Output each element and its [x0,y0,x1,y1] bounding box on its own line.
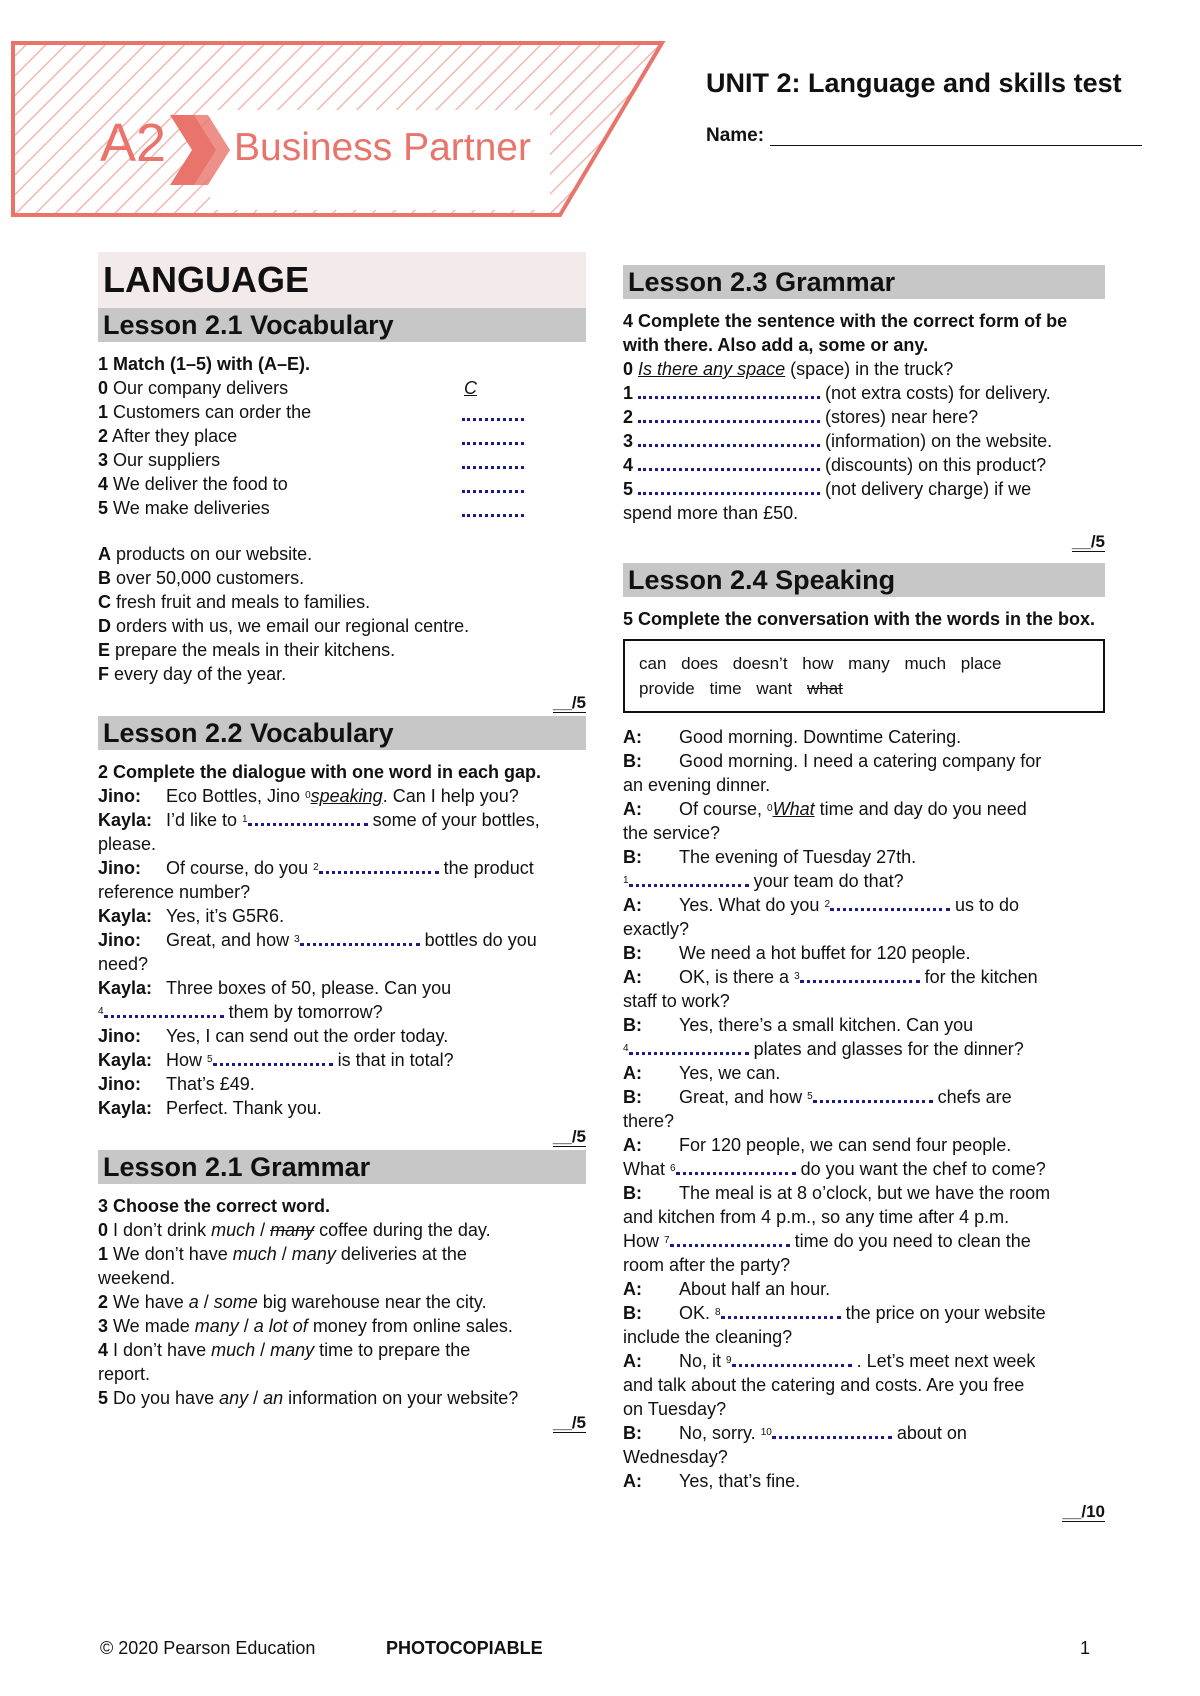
word-box-line: can does doesn’t how many much place [639,654,1002,673]
answer-gap[interactable] [732,1350,852,1367]
match-option: A products on our website. [98,544,313,564]
gap-item: 2 (stores) near here? [623,407,979,427]
score-box: __/5 [1071,532,1105,551]
gap-item-tail: spend more than £50. [623,503,799,523]
lesson-heading: Lesson 2.2 Vocabulary [98,716,586,750]
gap-item: 5 (not delivery charge) if we [623,479,1032,499]
match-item: 5 We make deliveries [98,496,586,520]
answer-gap[interactable] [638,406,820,423]
conversation: A: Good morning. Downtime Catering. B: Good morning. I need a catering company for an evening dinner. A: Of course, $^0$What time and day do you need the service? B: The evening of Tuesday 27th. $^1$ your team do that? A: Yes. What do you $^2$ us to do exactly? B: We need a hot buffet for 120 people. A: OK, is there a $^3$ for the kitchen staff to work? B: Yes, there’s a small kitchen. Can you $^4$ plates and glasses for the dinner? A: Yes, we can. B: Great, and how $^5$ chefs are there? A: For 120 people, we can send four people. What $^6$ do you want the chef to come? B: The meal is at 8 o’clock, but we have the room and kitchen from 4 p.m., so any time after 4 p.m. How $^7$ time do you need to clean the room after the party? A: About half an hour. B: OK. $^8$ the price on your website include the cleaning? A: No, it $^9$ . Let’s meet next week and talk about the catering and costs. Are you free on Tuesday? B: No, sorry. $^{10}$ about on Wednesday? A: Yes, that’s fine. [623,727,1051,1491]
match-item: 2 After they place [98,424,586,448]
score-box: __/10 [1062,1502,1105,1521]
brand-name: Business Partner [234,126,531,169]
answer-gap[interactable] [462,500,524,517]
right-column: Lesson 2.3 Grammar 4 Complete the sentence with the correct form of be with there. Also add a, some or any. 0 Is there any space (space) in the truck? 1 (not extra costs) for delivery. 2 (stores) near here? 3 (information) on the website. 4 (discounts) on this product? 5 (not delivery charge) if we spend more than £50. __/5 Lesson 2.4 Speaking 5 Complete the conversation with the words in the box. can does doesn’t how many much place provide time want what A: Good morning. Downtime Catering. B: Good morning. I need a catering company for an evening dinner. A: Of course, $^0$What time and day do you need the service? B: The evening of Tuesday 27th. $^1$ your team do that? A: Yes. What do you $^2$ us to do exactly? B: We need a hot buffet for 120 people. A: OK, is there a $^3$ for the kitchen staff to work? B: Yes, there’s a small kitchen. Can you $^4$ plates and glasses for the dinner? A: Yes, we can. B: Great, and how $^5$ chefs are there? A: For 120 people, we can send four people. What $^6$ do you want the chef to come? B: The meal is at 8 o’clock, but we have the room and kitchen from 4 p.m., so any time after 4 p.m. How $^7$ time do you need to clean the room after the party? A: About half an hour. B: OK. $^8$ the price on your website include the cleaning? A: No, it $^9$ . Let’s meet next week and talk about the catering and costs. Are you free on Tuesday? B: No, sorry. $^{10}$ about on Wednesday? A: Yes, that’s fine. __/10 [623,265,1105,1525]
match-item: 3 Our suppliers [98,448,586,472]
left-column [98,252,586,1436]
gap-item: 3 (information) on the website. [623,431,1053,451]
photocopiable-label: PHOTOCOPIABLE [386,1638,543,1658]
answer-gap[interactable] [629,870,749,887]
match-item: 1 Customers can order the [98,400,586,424]
level-label: A2 [100,113,167,173]
match-option: F every day of the year. [98,664,287,684]
answer-gap[interactable] [721,1302,841,1319]
answer-gap[interactable] [670,1230,790,1247]
answer-gap[interactable] [813,1086,933,1103]
answer-gap[interactable] [638,478,820,495]
instruction: 1 Match (1–5) with (A–E). [98,354,311,374]
score-box: __/5 [552,693,586,712]
instruction: 2 Complete the dialogue with one word in each gap. [98,762,542,782]
match-option: E prepare the meals in their kitchens. [98,640,396,660]
gap-item: 1 (not extra costs) for delivery. [623,383,1051,403]
answer-gap[interactable] [830,894,950,911]
word-box-line: provide time want what [639,679,843,698]
match-item: 4 We deliver the food to [98,472,586,496]
gap-item: 4 (discounts) on this product? [623,455,1047,475]
lesson-heading: Lesson 2.1 Vocabulary [98,308,586,342]
section-heading: LANGUAGE [98,252,586,308]
answer-gap[interactable] [462,476,524,493]
instruction: 4 Complete the sentence with the correct form of be with there. Also add a, some or any. [623,311,1068,355]
answer-gap[interactable] [629,1038,749,1055]
lesson-heading: Lesson 2.3 Grammar [623,265,1105,299]
answer-gap[interactable] [462,452,524,469]
answer-gap[interactable] [462,404,524,421]
answer-gap[interactable] [213,1049,333,1066]
answer-gap[interactable] [772,1422,892,1439]
lesson-heading: Lesson 2.4 Speaking [623,563,1105,597]
answer-gap[interactable] [638,430,820,447]
answer-gap[interactable] [104,1001,224,1018]
lesson-heading: Lesson 2.1 Grammar [98,1150,586,1184]
word-box [623,639,1105,713]
copyright: © 2020 Pearson Education [100,1638,316,1658]
dialogue: Jino: Eco Bottles, Jino $^0$speaking. Can I help you? Kayla: I’d like to $^1$ some of your bottles, please. Jino: Of course, do you $^2$ the product reference number? Kayla: Yes, it’s G5R6. Jino: Great, and how $^3$ bottles do you need? Kayla: Three boxes of 50, please. Can you $^4$ them by tomorrow? Jino: Yes, I can send out the order today. Kayla: How $^5$ is that in total? Jino: That’s £49. Kayla: Perfect. Thank you. [98,786,540,1118]
answer-example: C [464,378,477,398]
match-option: D orders with us, we email our regional centre. [98,616,470,636]
name-field[interactable] [770,145,1142,146]
score-box: __/5 [552,1127,586,1146]
page-number: 1 [1080,1638,1091,1658]
answer-gap[interactable] [319,857,439,874]
answer-gap[interactable] [462,428,524,445]
score-box: __/5 [552,1413,586,1432]
name-label: Name: [706,125,765,146]
answer-gap[interactable] [638,382,820,399]
grammar-items: 0 I don’t drink much / many coffee during the day. 1 We don’t have much / many deliveries at the weekend. 2 We have a / some big warehouse near the city. 3 We made many / a lot of money from online sales. 4 I don’t have much / many time to prepare the report. 5 Do you have any / an information on your website? [98,1220,519,1408]
match-item: 0 Our company delivers C [98,378,477,398]
answer-gap[interactable] [800,966,920,983]
match-items [98,376,586,520]
answer-gap[interactable] [638,454,820,471]
page-title: UNIT 2: Language and skills test [706,68,1122,98]
answer-gap[interactable] [676,1158,796,1175]
answer-gap[interactable] [300,929,420,946]
match-option: C fresh fruit and meals to families. [98,592,371,612]
answer-gap[interactable] [248,809,368,826]
match-option: B over 50,000 customers. [98,568,305,588]
instruction: 3 Choose the correct word. [98,1196,331,1216]
instruction: 5 Complete the conversation with the words in the box. [623,609,1096,629]
